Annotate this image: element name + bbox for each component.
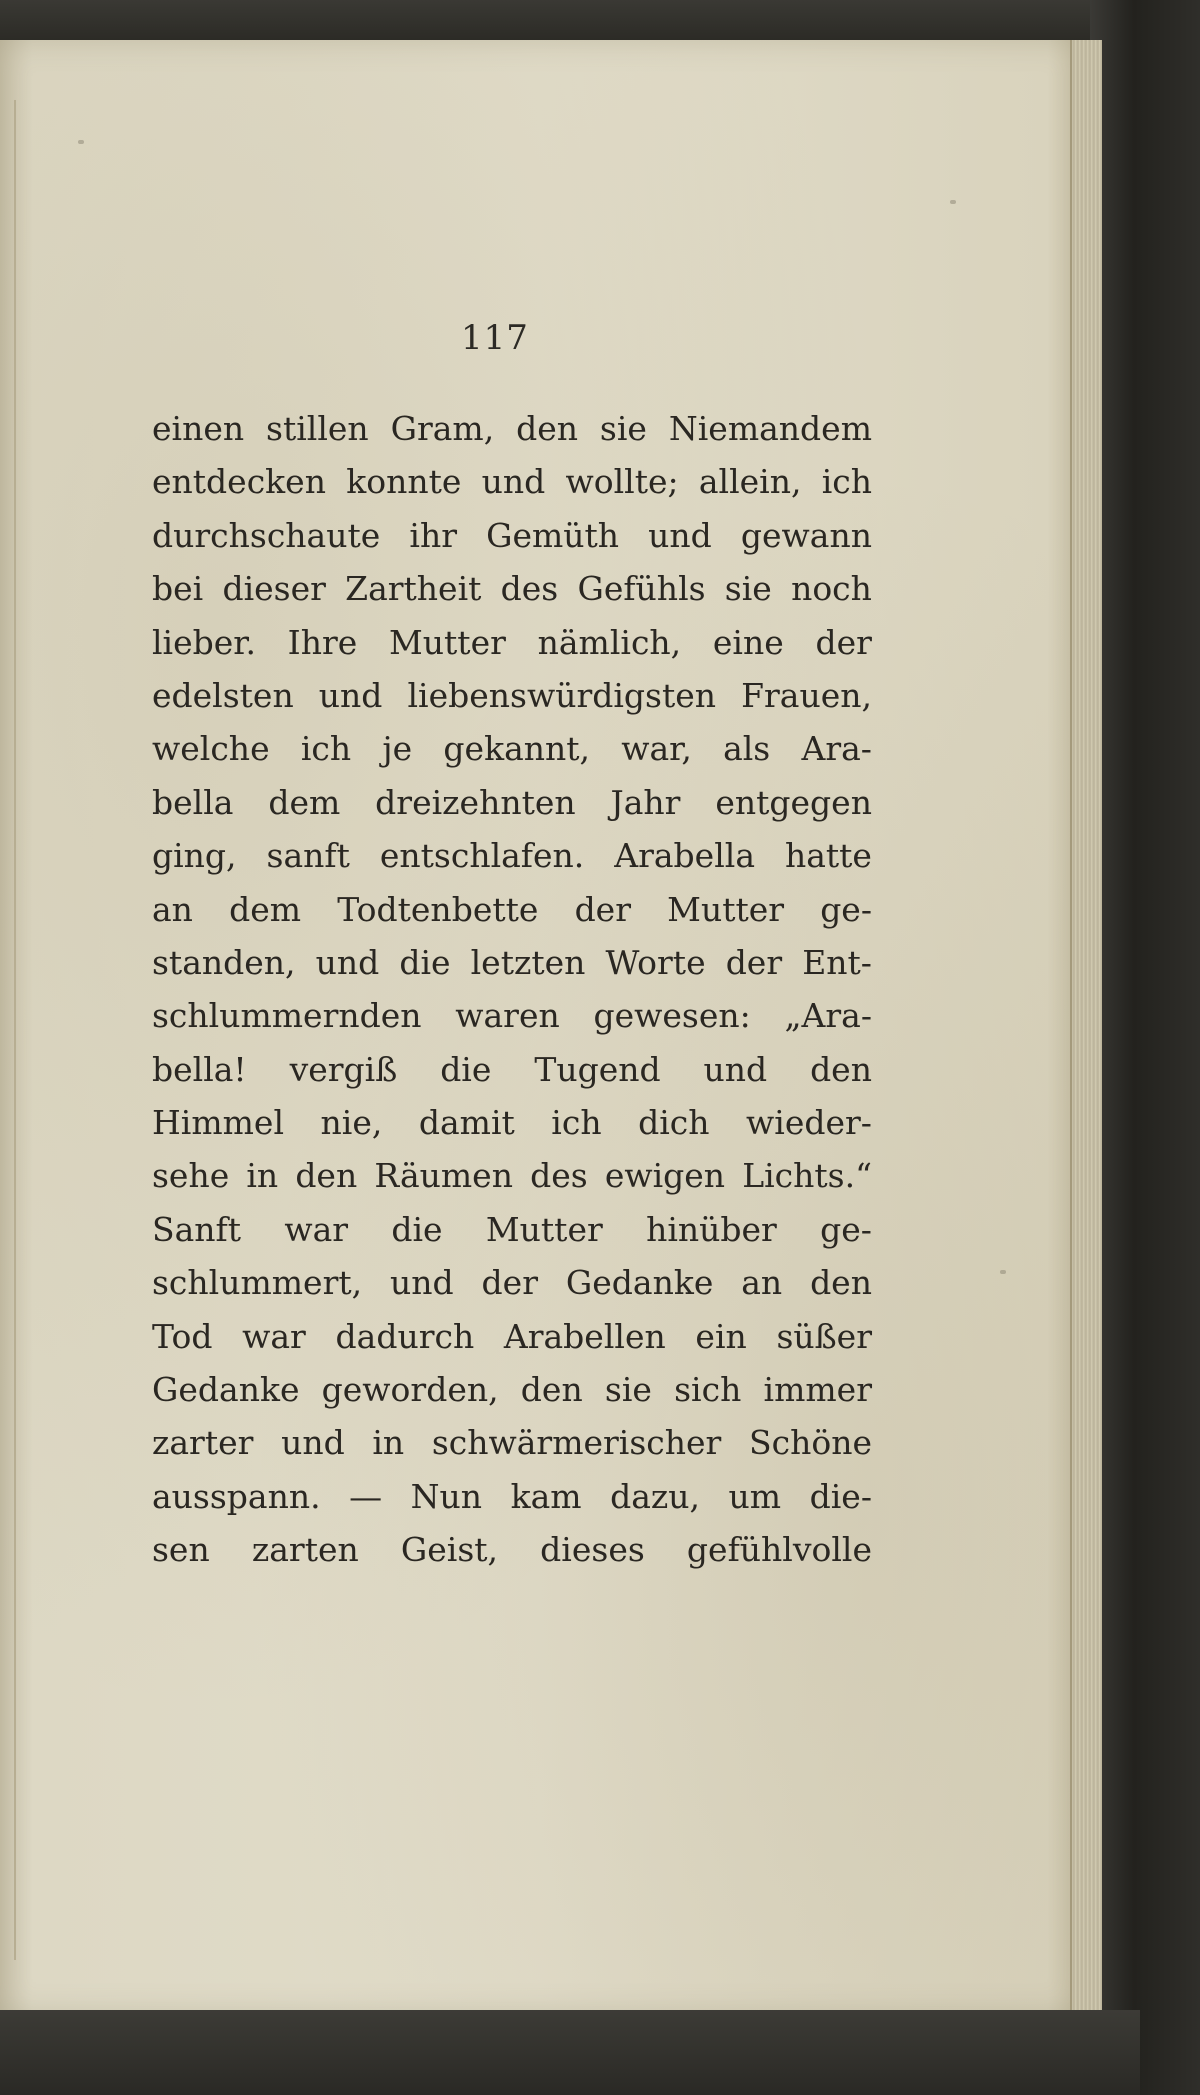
- word: war,: [621, 729, 692, 769]
- word: Ent-: [802, 942, 872, 982]
- page-stack-edge: [1070, 40, 1102, 2030]
- word: gewesen:: [593, 996, 751, 1036]
- paper-speck: [1000, 1270, 1006, 1274]
- word: —: [349, 1476, 383, 1516]
- body-text: [152, 402, 872, 1577]
- word: Schöne: [748, 1423, 872, 1463]
- word: Himmel: [152, 1103, 284, 1143]
- word: Tugend: [534, 1049, 661, 1089]
- word: Gram,: [390, 409, 495, 448]
- word: stillen: [266, 409, 369, 448]
- word: waren: [455, 996, 560, 1036]
- word: sie: [604, 1370, 652, 1410]
- word: lieber.: [152, 622, 256, 662]
- word: sich: [674, 1370, 742, 1410]
- word: dieses: [540, 1530, 645, 1570]
- text-line: [152, 1203, 872, 1256]
- word: Mutter: [485, 1209, 603, 1249]
- word: die-: [809, 1476, 872, 1516]
- word: „Ara-: [784, 996, 872, 1036]
- word: ich: [821, 462, 872, 502]
- word: schlummert,: [152, 1263, 363, 1303]
- word: ging,: [152, 836, 237, 876]
- word: damit: [418, 1103, 515, 1143]
- text-line: [152, 1043, 872, 1096]
- word: ich: [300, 729, 352, 769]
- text-line: [152, 1523, 872, 1576]
- word: gefühlvolle: [686, 1530, 872, 1570]
- word: dieser: [222, 569, 326, 609]
- word: einen: [152, 409, 245, 448]
- word: die: [391, 1209, 443, 1249]
- word: Arabellen: [503, 1316, 666, 1356]
- word: der: [815, 622, 872, 662]
- word: sehe: [152, 1156, 230, 1196]
- word: sie: [599, 409, 647, 448]
- word: Todtenbette: [337, 889, 539, 929]
- word: Sanft: [152, 1209, 242, 1249]
- word: edelsten: [152, 675, 294, 715]
- word: gewann: [740, 515, 872, 555]
- text-line: [152, 1416, 872, 1469]
- word: welche: [152, 729, 270, 769]
- text-line: [152, 936, 872, 989]
- word: dem: [268, 782, 341, 822]
- word: hatte: [784, 836, 872, 876]
- word: süßer: [776, 1316, 872, 1356]
- word: und: [318, 675, 383, 715]
- word: ge-: [820, 1209, 872, 1249]
- page-number: 117: [461, 318, 529, 358]
- text-line: [152, 455, 872, 508]
- paper-speck: [950, 200, 956, 204]
- word: standen,: [152, 942, 296, 982]
- text-line: [152, 1363, 872, 1416]
- word: sen: [152, 1530, 210, 1570]
- word: dazu,: [610, 1476, 701, 1516]
- word: und: [481, 462, 546, 502]
- word: wieder-: [746, 1103, 872, 1143]
- word: je: [382, 729, 413, 769]
- text-line: [152, 776, 872, 829]
- word: die: [399, 942, 451, 982]
- word: war: [242, 1316, 306, 1356]
- word: und: [648, 515, 712, 555]
- book-page: [0, 40, 1080, 2015]
- word: an: [152, 889, 193, 929]
- word: immer: [763, 1370, 872, 1410]
- word: den: [810, 1049, 872, 1089]
- word: schwärmerischer: [431, 1423, 722, 1463]
- book-binding-bottom: [0, 2010, 1140, 2095]
- word: ihr: [409, 515, 457, 555]
- word: eine: [712, 622, 784, 662]
- word: war: [284, 1209, 349, 1249]
- word: der: [481, 1263, 538, 1303]
- word: den: [295, 1156, 358, 1196]
- text-line: [152, 1149, 872, 1202]
- word: dadurch: [335, 1316, 475, 1356]
- word: entgegen: [715, 782, 872, 822]
- text-line: [152, 989, 872, 1042]
- word: des: [530, 1156, 588, 1196]
- word: Geist,: [400, 1530, 499, 1570]
- word: dreizehnten: [375, 782, 576, 822]
- paper-speck: [78, 140, 84, 144]
- word: Gemüth: [486, 515, 620, 555]
- word: des: [500, 569, 559, 609]
- word: bella!: [152, 1049, 247, 1089]
- word: ausspann.: [152, 1476, 321, 1516]
- word: zarten: [251, 1530, 359, 1570]
- word: Jahr: [610, 782, 681, 822]
- word: den: [516, 409, 579, 448]
- word: Frauen,: [741, 675, 872, 715]
- word: und: [390, 1263, 454, 1303]
- word: um: [728, 1476, 782, 1516]
- word: Gedanke: [152, 1370, 300, 1410]
- word: nämlich,: [537, 622, 682, 662]
- word: an: [741, 1263, 783, 1303]
- word: Mutter: [667, 889, 785, 929]
- word: allein,: [698, 462, 802, 502]
- word: entschlafen.: [379, 836, 585, 876]
- word: letzten: [470, 942, 586, 982]
- word: Ara-: [801, 729, 872, 769]
- word: und: [315, 942, 380, 982]
- word: Lichts.“: [742, 1156, 872, 1196]
- word: liebenswürdigsten: [407, 675, 717, 715]
- word: noch: [791, 569, 872, 609]
- word: dem: [229, 889, 302, 929]
- word: durchschaute: [152, 515, 381, 555]
- text-line: [152, 829, 872, 882]
- word: entdecken: [152, 462, 326, 502]
- text-line: [152, 616, 872, 669]
- word: und: [703, 1049, 768, 1089]
- text-line: [152, 883, 872, 936]
- text-line: [152, 669, 872, 722]
- word: den: [520, 1370, 583, 1410]
- word: Tod: [152, 1316, 213, 1356]
- word: ein: [695, 1316, 747, 1356]
- word: Mutter: [389, 622, 506, 662]
- text-line: [152, 722, 872, 775]
- word: hinüber: [646, 1209, 777, 1249]
- word: ge-: [820, 889, 872, 929]
- text-line: [152, 1256, 872, 1309]
- text-line: [152, 402, 872, 455]
- text-line: [152, 1096, 872, 1149]
- word: dich: [638, 1103, 710, 1143]
- word: Gefühls: [577, 569, 706, 609]
- word: bei: [152, 569, 204, 609]
- word: sanft: [266, 836, 350, 876]
- word: kam: [510, 1476, 582, 1516]
- word: schlummernden: [152, 996, 422, 1036]
- book-cover-edge: [1090, 0, 1200, 2095]
- word: sie: [724, 569, 772, 609]
- word: nie,: [320, 1103, 383, 1143]
- word: bella: [152, 782, 234, 822]
- word: Arabella: [614, 836, 755, 876]
- word: die: [440, 1049, 492, 1089]
- text-line: [152, 509, 872, 562]
- word: vergiß: [289, 1049, 398, 1089]
- word: in: [372, 1423, 405, 1463]
- word: Gedanke: [565, 1263, 714, 1303]
- word: Ihre: [287, 622, 358, 662]
- word: den: [810, 1263, 872, 1303]
- word: der: [725, 942, 783, 982]
- text-line: [152, 562, 872, 615]
- text-line: [152, 1310, 872, 1363]
- word: konnte: [346, 462, 462, 502]
- word: als: [723, 729, 771, 769]
- word: geworden,: [321, 1370, 499, 1410]
- word: wollte;: [565, 462, 679, 502]
- word: Worte: [605, 942, 706, 982]
- word: der: [574, 889, 631, 929]
- word: und: [281, 1423, 345, 1463]
- word: gekannt,: [443, 729, 591, 769]
- word: ewigen: [604, 1156, 726, 1196]
- word: in: [246, 1156, 279, 1196]
- word: ich: [551, 1103, 602, 1143]
- word: Niemandem: [668, 409, 872, 448]
- word: Zartheit: [345, 569, 482, 609]
- text-line: [152, 1470, 872, 1523]
- word: zarter: [152, 1423, 254, 1463]
- word: Nun: [410, 1476, 483, 1516]
- page-gutter: [14, 100, 16, 1960]
- word: Räumen: [374, 1156, 513, 1196]
